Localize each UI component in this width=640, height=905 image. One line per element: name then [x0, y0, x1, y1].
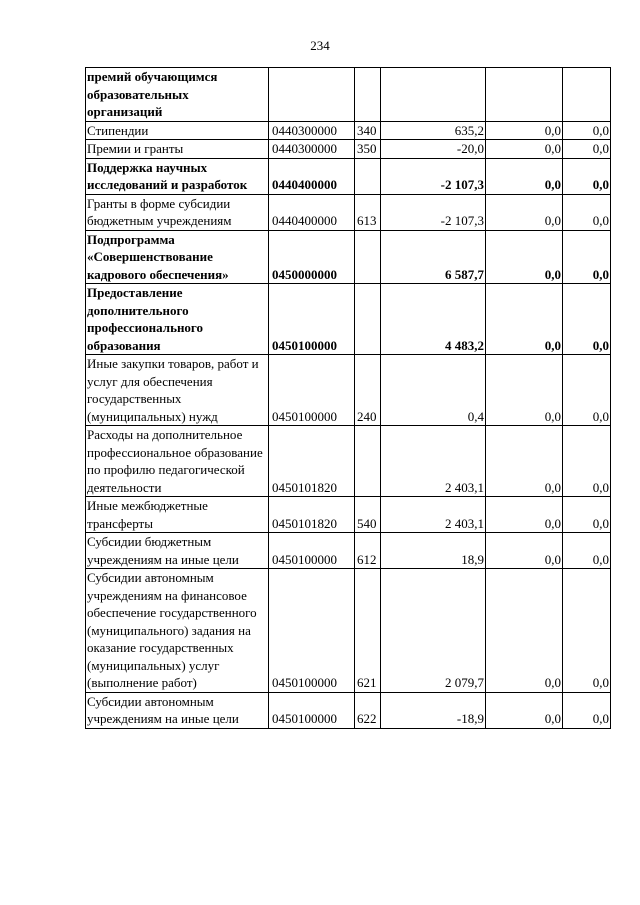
table-row — [86, 194, 611, 230]
row-amount-cell: -18,9 — [381, 692, 486, 728]
row-amount-cell: 18,9 — [381, 533, 486, 569]
table-row — [86, 68, 611, 122]
row-amount-2-cell: 0,0 — [486, 497, 563, 533]
row-name-cell: Субсидии автономным учреждениям на финансовое обеспечение государственного (муниципального) задания на оказание государственных (муниципальных) услуг (выполнение работ) — [86, 569, 269, 693]
row-name-cell: Расходы на дополнительное профессиональное образование по профилю педагогической деятельности — [86, 426, 269, 497]
row-name-cell: Подпрограмма «Совершенствование кадрового обеспечения» — [86, 230, 269, 284]
row-code-cell: 0450000000 — [269, 230, 355, 284]
row-amount-cell: -2 107,3 — [381, 194, 486, 230]
row-name-cell: Иные межбюджетные трансферты — [86, 497, 269, 533]
table-row — [86, 533, 611, 569]
row-amount-cell: 2 403,1 — [381, 497, 486, 533]
row-name-cell: Иные закупки товаров, работ и услуг для обеспечения государственных (муниципальных) нужд — [86, 355, 269, 426]
row-amount-3-cell: 0,0 — [563, 158, 611, 194]
row-name-cell: Премии и гранты — [86, 140, 269, 159]
row-code-cell: 0450100000 — [269, 355, 355, 426]
row-amount-cell: 2 403,1 — [381, 426, 486, 497]
row-name-cell: Предоставление дополнительного профессионального образования — [86, 284, 269, 355]
row-amount-2-cell: 0,0 — [486, 230, 563, 284]
table-row — [86, 140, 611, 159]
row-type-cell — [355, 284, 381, 355]
row-code-cell: 0440400000 — [269, 158, 355, 194]
row-code-cell: 0440400000 — [269, 194, 355, 230]
row-type-cell — [355, 68, 381, 122]
row-code-cell — [269, 68, 355, 122]
row-amount-3-cell: 0,0 — [563, 140, 611, 159]
row-type-cell: 340 — [355, 121, 381, 140]
table-row — [86, 230, 611, 284]
row-amount-3-cell: 0,0 — [563, 355, 611, 426]
row-amount-2-cell: 0,0 — [486, 194, 563, 230]
row-amount-cell: 4 483,2 — [381, 284, 486, 355]
row-amount-2-cell — [486, 68, 563, 122]
row-code-cell: 0450100000 — [269, 692, 355, 728]
row-name-cell: премий обучающимся образовательных организаций — [86, 68, 269, 122]
row-type-cell — [355, 230, 381, 284]
row-code-cell: 0450101820 — [269, 497, 355, 533]
row-type-cell: 613 — [355, 194, 381, 230]
row-code-cell: 0440300000 — [269, 140, 355, 159]
row-amount-3-cell: 0,0 — [563, 533, 611, 569]
table-row — [86, 121, 611, 140]
row-amount-cell: -2 107,3 — [381, 158, 486, 194]
table-row — [86, 569, 611, 693]
table-row — [86, 158, 611, 194]
row-name-cell: Гранты в форме субсидии бюджетным учреждениям — [86, 194, 269, 230]
row-amount-3-cell — [563, 68, 611, 122]
row-type-cell: 612 — [355, 533, 381, 569]
row-amount-cell: 6 587,7 — [381, 230, 486, 284]
row-amount-cell: 0,4 — [381, 355, 486, 426]
row-amount-2-cell: 0,0 — [486, 533, 563, 569]
row-amount-2-cell: 0,0 — [486, 158, 563, 194]
row-type-cell: 240 — [355, 355, 381, 426]
row-amount-3-cell: 0,0 — [563, 426, 611, 497]
page-number: 234 — [310, 38, 330, 53]
row-amount-2-cell: 0,0 — [486, 692, 563, 728]
row-amount-2-cell: 0,0 — [486, 121, 563, 140]
budget-table — [85, 67, 611, 729]
row-amount-2-cell: 0,0 — [486, 140, 563, 159]
row-amount-3-cell: 0,0 — [563, 569, 611, 693]
row-type-cell: 622 — [355, 692, 381, 728]
row-name-cell: Стипендии — [86, 121, 269, 140]
row-amount-3-cell: 0,0 — [563, 194, 611, 230]
row-amount-2-cell: 0,0 — [486, 355, 563, 426]
row-code-cell: 0440300000 — [269, 121, 355, 140]
table-body — [86, 68, 611, 729]
row-amount-3-cell: 0,0 — [563, 230, 611, 284]
row-type-cell — [355, 426, 381, 497]
row-name-cell: Субсидии автономным учреждениям на иные цели — [86, 692, 269, 728]
row-type-cell: 621 — [355, 569, 381, 693]
row-code-cell: 0450100000 — [269, 569, 355, 693]
table-row — [86, 692, 611, 728]
row-code-cell: 0450100000 — [269, 533, 355, 569]
row-amount-2-cell: 0,0 — [486, 569, 563, 693]
row-type-cell — [355, 158, 381, 194]
table-row — [86, 284, 611, 355]
table-row — [86, 355, 611, 426]
row-amount-cell: 635,2 — [381, 121, 486, 140]
row-name-cell: Субсидии бюджетным учреждениям на иные цели — [86, 533, 269, 569]
row-amount-cell: 2 079,7 — [381, 569, 486, 693]
row-code-cell: 0450101820 — [269, 426, 355, 497]
row-amount-cell: -20,0 — [381, 140, 486, 159]
row-type-cell: 540 — [355, 497, 381, 533]
table-row — [86, 426, 611, 497]
row-amount-2-cell: 0,0 — [486, 426, 563, 497]
row-name-cell: Поддержка научных исследований и разработок — [86, 158, 269, 194]
row-code-cell: 0450100000 — [269, 284, 355, 355]
row-amount-3-cell: 0,0 — [563, 497, 611, 533]
row-amount-3-cell: 0,0 — [563, 284, 611, 355]
row-type-cell: 350 — [355, 140, 381, 159]
table-row — [86, 497, 611, 533]
row-amount-2-cell: 0,0 — [486, 284, 563, 355]
row-amount-3-cell: 0,0 — [563, 692, 611, 728]
row-amount-cell — [381, 68, 486, 122]
row-amount-3-cell: 0,0 — [563, 121, 611, 140]
